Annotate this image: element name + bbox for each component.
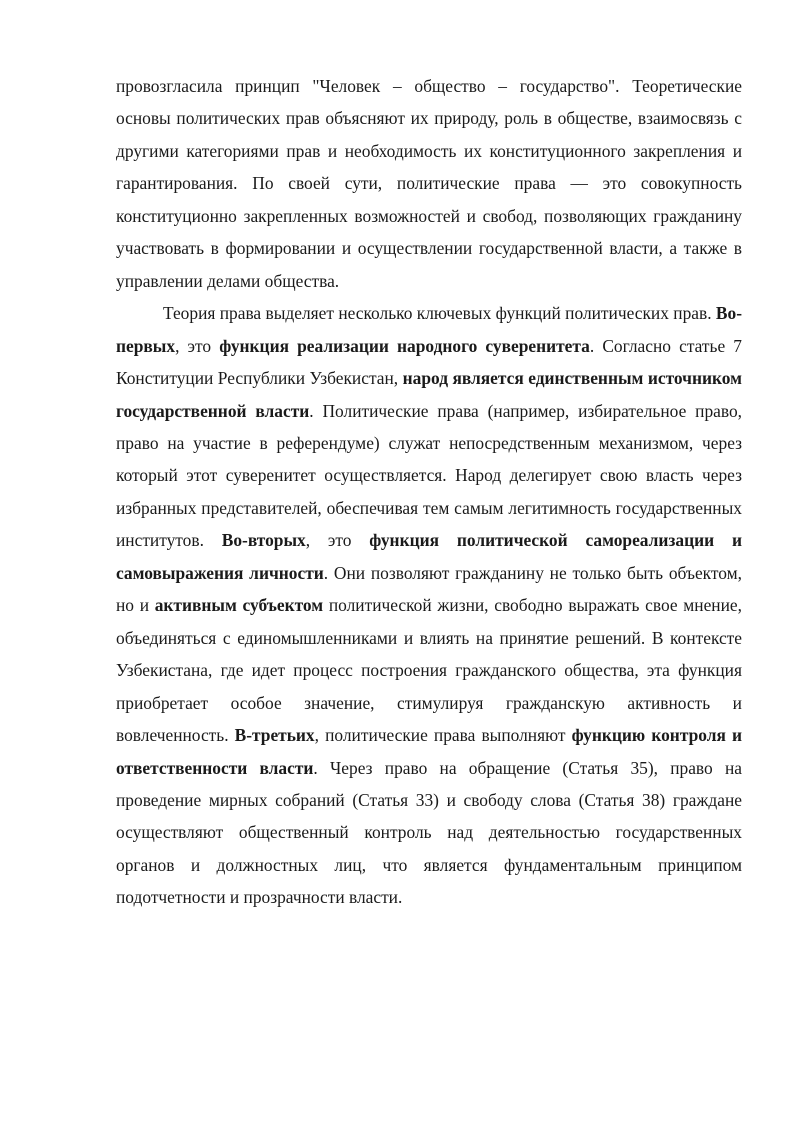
bold-term-second: Во-вторых: [221, 530, 306, 551]
bold-term-active-subject: активным субъектом: [154, 595, 324, 616]
paragraph-text: . Они позволяют гражданину не только быть объектом, но и: [116, 562, 742, 616]
paragraph-text: провозгласила принцип "Человек – общество – государство". Теоретические основы политических прав объясняют их природу, роль в обществе, взаимосвязь с другими категориями прав и необходимость их конституционного закрепления и гарантирования. По своей сути, политические права — это совокупность конституционно закрепленных возможностей и свобод, позволяющих гражданину участвовать в формировании и осуществлении государственной власти, а также в управлении делами общества.: [116, 76, 742, 291]
paragraph-text: Теория права выделяет несколько ключевых функций политических прав.: [163, 303, 716, 324]
bold-term-people-source: народ является единственным источником государственной власти: [116, 368, 742, 421]
paragraph-text: , политические права выполняют: [314, 725, 572, 746]
bold-term-control-function: функцию контроля и ответственности власти: [116, 725, 742, 778]
paragraph-text: . Через право на обращение (Статья 35), право на проведение мирных собраний (Статья 33) и свободу слова (Статья 38) граждане осуществляют общественный контроль над деятельностью государственных органов и должностных лиц, что является фундаментальным принципом подотчетности и прозрачности власти.: [116, 757, 742, 908]
bold-term-sovereignty-function: функция реализации народного суверенитета: [219, 335, 590, 356]
bold-term-self-realization-function: функция политической самореализации и самовыражения личности: [116, 530, 742, 583]
paragraph-text: , это: [175, 335, 220, 356]
paragraph-text: . Согласно статье 7 Конституции Республики Узбекистан,: [116, 335, 742, 389]
bold-term-third: В-третьих: [234, 725, 315, 746]
document-page: [116, 70, 742, 914]
paragraph-text: . Политические права (например, избирательное право, право на участие в референдуме) служат непосредственным механизмом, через который этот суверенитет осуществляется. Народ делегирует свою власть через избранных представителей, обеспечивая тем самым легитимность государственных институтов.: [116, 400, 742, 551]
paragraph-functions: [116, 297, 742, 914]
bold-term-first: Во-первых: [116, 303, 742, 356]
paragraph-intro: [116, 70, 742, 297]
paragraph-text: политической жизни, свободно выражать свое мнение, объединяться с единомышленниками и влиять на принятие решений. В контексте Узбекистана, где идет процесс построения гражданского общества, эта функция приобретает особое значение, стимулируя гражданскую активность и вовлеченность.: [116, 595, 742, 746]
paragraph-text: , это: [305, 530, 370, 551]
